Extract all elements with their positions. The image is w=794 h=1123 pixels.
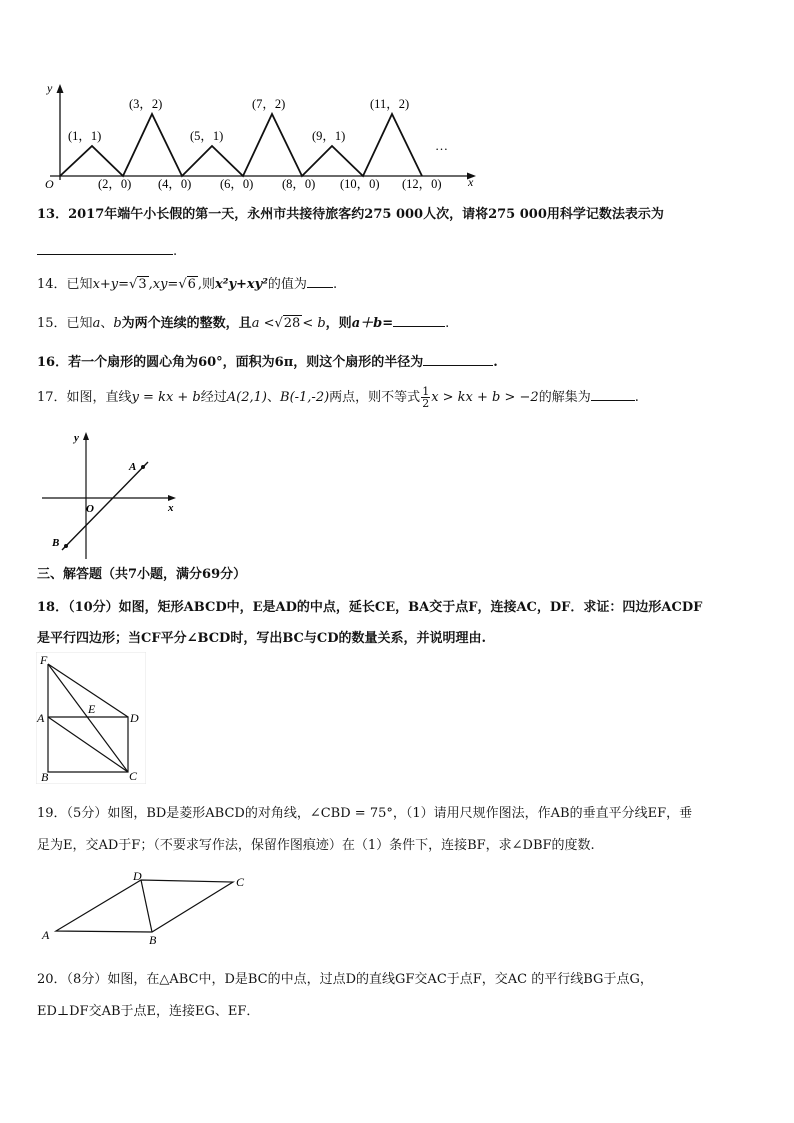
- q17-text-3: 两点，则不等式: [329, 390, 421, 405]
- q15-number: 15．: [37, 316, 67, 331]
- q20-line-1: （8分）如图，在△ABC中，D是BC的中点，过点D的直线GF交AC于点F，交AC 的平行线BG于点G，: [66, 972, 653, 987]
- q14-expr-2: ,xy=: [148, 277, 179, 292]
- q13-end: .: [173, 244, 178, 259]
- q14-text-2: ,则: [197, 277, 216, 292]
- q15-sep: 、: [100, 316, 114, 331]
- q19-fig-b: B: [149, 933, 157, 947]
- q14-sqrt-1: √3: [129, 277, 147, 292]
- q18-line-2: 是平行四边形；当CF平分∠BCD时，写出BC与CD的数量关系，并说明理由.: [37, 631, 487, 646]
- q17-point-a: A(2,1): [226, 390, 267, 405]
- zigzag-line: [60, 114, 422, 176]
- q13-blank: [37, 240, 173, 255]
- q14-expr-3: x²y+xy²: [215, 277, 268, 292]
- zero-label-6: (12，0): [402, 177, 442, 191]
- q17-point-b: B(-1,-2): [280, 390, 330, 405]
- q19-line-2: 足为E，交AD于F；（不要求写作法，保留作图痕迹）在（1）条件下，连接BF，求∠DBF的度数.: [37, 838, 595, 853]
- question-20: [37, 964, 653, 1028]
- q18-fig-c: C: [129, 769, 138, 783]
- q17-fraction: [421, 386, 430, 409]
- q17-x-arrow: [168, 495, 176, 501]
- q17-number: 17．: [37, 390, 67, 405]
- q18-fig-f: F: [40, 653, 48, 667]
- q14-text-3: 的值为: [267, 277, 307, 292]
- q15-var-a: a: [92, 316, 101, 331]
- zero-label-1: (2，0): [98, 177, 132, 191]
- q13-answer-line: [37, 240, 177, 262]
- q19-line-1: （5分）如图，BD是菱形ABCD的对角线，∠CBD = 75°，（1）请用尺规作图法，作AB的垂直平分线EF，垂: [66, 806, 693, 821]
- q14-blank: [307, 275, 333, 288]
- q17-point-a-dot: [141, 465, 145, 469]
- q17-blank: [591, 388, 635, 401]
- q14-sqrt-2: √6: [178, 277, 196, 292]
- question-17: [37, 386, 639, 410]
- q14-text-1: 已知: [66, 277, 93, 292]
- q18-number: 18．: [37, 600, 69, 615]
- x-axis-label: x: [468, 175, 474, 189]
- q18-fig-a: A: [37, 711, 45, 725]
- q15-text-2: 为两个连续的整数，且: [121, 316, 252, 331]
- question-18: [37, 592, 702, 654]
- origin-label: O: [45, 177, 54, 191]
- peak-label-1: (1，1): [68, 129, 102, 143]
- q15-expr: a＋b: [351, 316, 383, 331]
- q19-fig-c: C: [236, 875, 245, 889]
- q17-fig-y: y: [74, 432, 79, 444]
- q17-y-arrow: [83, 432, 89, 440]
- q17-fig-x: x: [168, 502, 174, 514]
- zero-label-3: (6，0): [220, 177, 254, 191]
- question-15: [37, 314, 449, 334]
- q15-blank: [393, 314, 445, 327]
- peak-label-6: (11，2): [370, 97, 410, 111]
- q20-number: 20．: [37, 972, 67, 987]
- q15-text-3: ，则: [325, 316, 352, 331]
- q17-end: .: [634, 390, 639, 405]
- q16-blank: [423, 353, 493, 366]
- section-3-text: 三、解答题（共7小题，满分69分）: [37, 567, 247, 582]
- q14-end: .: [332, 277, 338, 292]
- q17-sep: 、: [267, 390, 281, 405]
- q18-figure: [36, 652, 146, 784]
- ellipsis: …: [435, 138, 448, 153]
- q18-fig-b: B: [41, 770, 49, 784]
- q13-text: 2017年端午小长假的第一天，永州市共接待旅客约275 000人次，请将275 000用科学记数法表示为: [68, 207, 664, 222]
- q17-fig-o: O: [86, 503, 94, 515]
- peak-label-4: (7，2): [252, 97, 286, 111]
- q19-rhombus: [56, 880, 233, 932]
- q17-frac-num: 1: [422, 385, 430, 398]
- q15-eq: =: [382, 316, 394, 331]
- q14-radicand-1: 3: [138, 277, 147, 292]
- section-3-heading: [37, 565, 246, 585]
- peak-label-2: (3，2): [129, 97, 163, 111]
- y-axis-arrow: [57, 84, 64, 93]
- q14-expr-1: x+y=: [92, 277, 130, 292]
- q19-fig-a: A: [42, 928, 50, 942]
- q15-ineq-b: < b: [302, 316, 326, 331]
- q17-frac-den: 2: [422, 397, 430, 410]
- zigzag-graph: [40, 80, 490, 195]
- zero-label-4: (8，0): [282, 177, 316, 191]
- q19-fig-d: D: [133, 869, 142, 883]
- peak-label-3: (5，1): [190, 129, 224, 143]
- q15-text-1: 已知: [66, 316, 93, 331]
- q18-fig-e: E: [88, 702, 96, 716]
- zero-label-5: (10，0): [340, 177, 380, 191]
- q17-text-4: 的解集为: [538, 390, 591, 405]
- q14-number: 14．: [37, 277, 67, 292]
- q18-line-1: （10分）如图，矩形ABCD中，E是AD的中点，延长CE，BA交于点F，连接AC，DF．求证：四边形ACDF: [68, 600, 703, 615]
- q15-var-b: b: [113, 316, 122, 331]
- question-13: [37, 205, 664, 225]
- q17-figure: [36, 425, 186, 565]
- q14-radicand-2: 6: [187, 277, 196, 292]
- q17-fig-b: B: [52, 537, 60, 549]
- question-19: [37, 798, 692, 862]
- q15-sqrt: √28: [274, 316, 301, 331]
- q18-fig-d: D: [130, 711, 139, 725]
- q17-line: [62, 462, 148, 550]
- q16-text: 若一个扇形的圆心角为60°，面积为6π，则这个扇形的半径为: [68, 355, 424, 370]
- peak-label-5: (9，1): [312, 129, 346, 143]
- q17-equation: y = kx + b: [131, 390, 201, 405]
- q18-seg-fc: [48, 664, 128, 772]
- q20-line-2: ED⊥DF交AB于点E，连接EG、EF．: [37, 1004, 260, 1019]
- q15-ineq-a: a <: [251, 316, 275, 331]
- q13-number: 13．: [37, 207, 69, 222]
- q19-diagonal-bd: [141, 880, 152, 932]
- q15-radicand: 28: [283, 316, 301, 331]
- q17-text-2: 经过: [200, 390, 227, 405]
- q16-number: 16．: [37, 355, 69, 370]
- q18-seg-ac: [48, 717, 128, 772]
- q17-point-b-dot: [64, 544, 68, 548]
- zero-label-2: (4，0): [158, 177, 192, 191]
- question-14: [37, 275, 337, 295]
- q17-fig-a: A: [129, 461, 137, 473]
- question-16: [37, 353, 498, 373]
- q19-number: 19．: [37, 806, 67, 821]
- q16-end: .: [493, 355, 498, 370]
- q17-inequality: x > kx + b > −2: [431, 390, 539, 405]
- y-axis-label: y: [47, 81, 53, 95]
- q19-figure: [36, 866, 256, 950]
- q17-text-1: 如图，直线: [66, 390, 132, 405]
- q15-end: .: [445, 316, 450, 331]
